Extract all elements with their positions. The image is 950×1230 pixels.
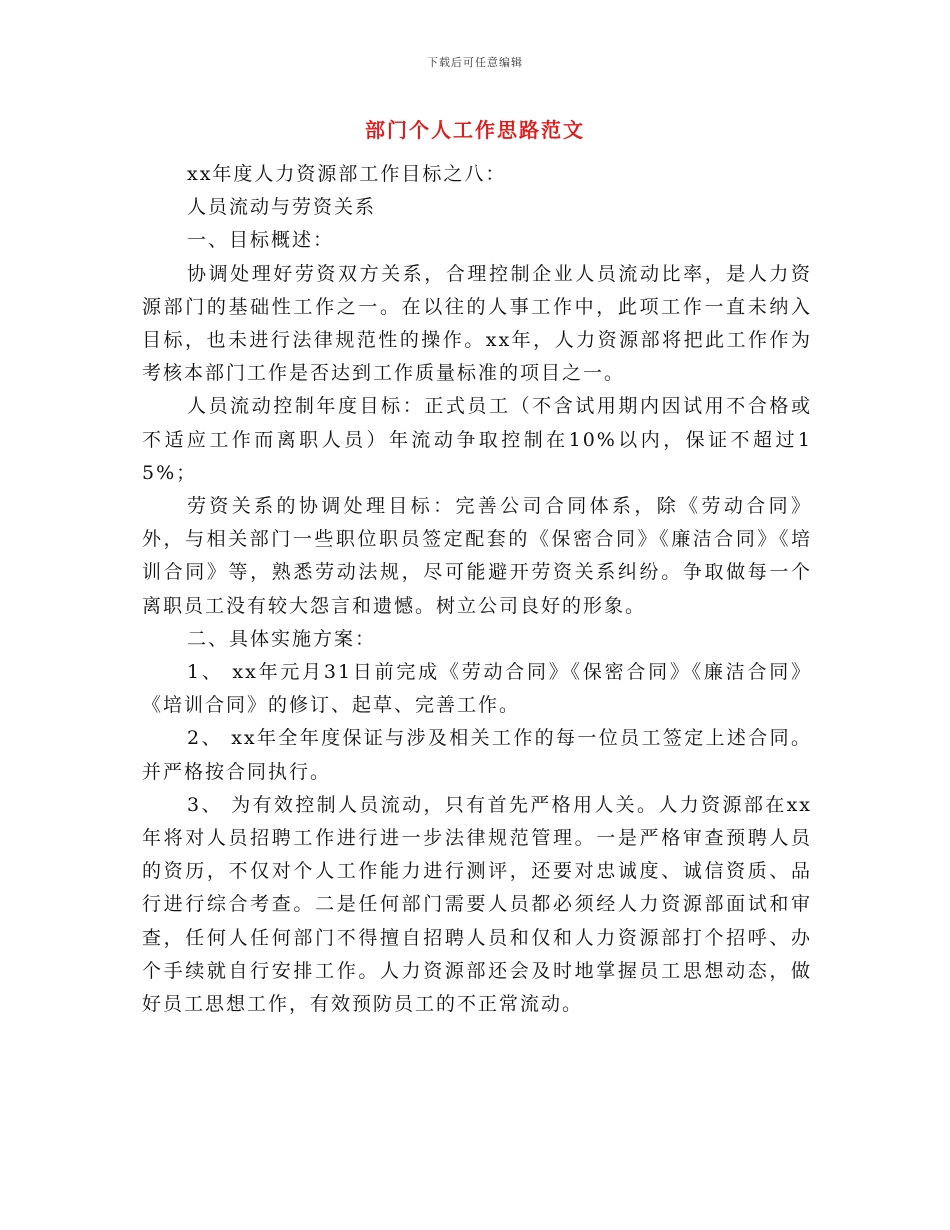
header-note: 下载后可任意编辑 bbox=[427, 56, 523, 69]
paragraph-labor-relations-goal: 劳资关系的协调处理目标：完善公司合同体系，除《劳动合同》外，与相关部门一些职位职员签定配套的《保密合同》《廉洁合同》《培训合同》等，熟悉劳动法规，尽可能避开劳资关系纠纷。争取做每一个离职员工没有较大怨言和遗憾。树立公司良好的形象。 bbox=[142, 495, 812, 617]
list-item-3: 3、 为有效控制人员流动，只有首先严格用人关。人力资源部在xx年将对人员招聘工作进行进一步法律规范管理。一是严格审查预聘人员的资历，不仅对个人工作能力进行测评，还要对忠诚度、诚信资质、品行进行综合考查。二是任何部门需要人员都必须经人力资源部面试和审查，任何人任何部门不得擅自招聘人员和仅和人力资源部打个招呼、办个手续就自行安排工作。人力资源部还会及时地掌握员工思想动态，做好员工思想工作，有效预防员工的不正常流动。 bbox=[142, 793, 812, 1016]
section-heading-implementation: 二、具体实施方案： bbox=[187, 627, 377, 650]
section-heading-overview: 一、目标概述： bbox=[187, 229, 335, 252]
paragraph-overview: 协调处理好劳资双方关系，合理控制企业人员流动比率，是人力资源部门的基础性工作之一。在以往的人事工作中，此项工作一直未纳入目标，也未进行法律规范性的操作。xx年，人力资源部将把此工作作为考核本部门工作是否达到工作质量标准的项目之一。 bbox=[142, 262, 812, 385]
list-item-2: 2、 xx年全年度保证与涉及相关工作的每一位员工签定上述合同。并严格按合同执行。 bbox=[142, 727, 812, 783]
paragraph-intro-heading: xx年度人力资源部工作目标之八： bbox=[187, 163, 507, 185]
document-title: 部门个人工作思路范文 bbox=[365, 118, 585, 142]
paragraph-turnover-goal: 人员流动控制年度目标：正式员工（不含试用期内因试用不合格或不适应工作而离职人员）年流动争取控制在10%以内，保证不超过15%； bbox=[142, 395, 812, 484]
list-item-1: 1、 xx年元月31日前完成《劳动合同》《保密合同》《廉洁合同》《培训合同》的修订、起草、完善工作。 bbox=[142, 661, 812, 717]
document-body bbox=[142, 158, 812, 1021]
paragraph-subject: 人员流动与劳资关系 bbox=[187, 196, 377, 219]
